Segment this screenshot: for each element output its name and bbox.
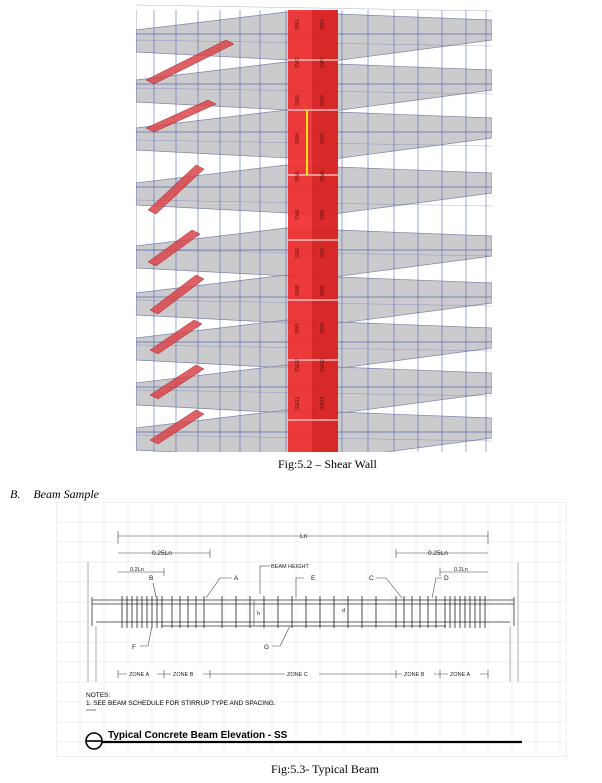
wall-label: SW1	[295, 19, 301, 30]
callout-a: A	[234, 575, 239, 582]
section-number: B.	[10, 487, 21, 501]
zone-a-right-label: ZONE A	[450, 672, 471, 678]
drawing-frame	[56, 502, 567, 757]
wall-label: SW7	[295, 247, 301, 258]
wall-label: SW6	[320, 209, 326, 220]
figure-5-2-caption: Fig:5.2 – Shear Wall	[278, 457, 377, 471]
zone-a-left-label: ZONE A	[129, 672, 150, 678]
right-fifth-label: 0.2Ln	[454, 567, 468, 573]
wall-label: SW1	[320, 19, 326, 30]
figure-5-3-caption: Fig:5.3- Typical Beam	[271, 762, 379, 776]
beam-height-label: BEAM HEIGHT	[271, 564, 309, 570]
wall-label: SW3	[295, 95, 301, 106]
note-1: 1. SEE BEAM SCHEDULE FOR STIRRUP TYPE AND SPACING.	[86, 700, 276, 707]
wall-label: SW8	[320, 285, 326, 296]
zone-b-left-label: ZONE B	[173, 672, 194, 678]
ln-label: Ln	[300, 533, 308, 540]
wall-label: SW9	[295, 323, 301, 334]
zone-b-right-label: ZONE B	[404, 672, 425, 678]
wall-label: SW8	[295, 285, 301, 296]
wall-label: SW11	[320, 396, 326, 410]
callout-f: F	[132, 644, 136, 651]
h-label: h	[257, 611, 261, 617]
wall-label: SW2	[295, 57, 301, 68]
left-quarter-label: 0.25Ln	[152, 550, 172, 557]
wall-label: SW2	[320, 57, 326, 68]
wall-label: SW10	[295, 358, 301, 372]
right-quarter-label: 0.25Ln	[428, 550, 448, 557]
wall-label: SW9	[320, 323, 326, 334]
wall-label: SW3	[320, 95, 326, 106]
section-heading	[10, 487, 99, 502]
drawing-title: Typical Concrete Beam Elevation - SS	[108, 730, 288, 741]
shear-wall-3d-figure	[136, 0, 492, 452]
notes-heading: NOTES:	[86, 692, 111, 699]
wall-label: SW4	[295, 133, 301, 144]
wall-label: SW10	[320, 358, 326, 372]
wall-label: SW11	[295, 396, 301, 410]
left-fifth-label: 0.2Ln	[130, 567, 144, 573]
wall-label: SW5	[320, 171, 326, 182]
callout-d: D	[444, 575, 449, 582]
callout-e: E	[311, 575, 316, 582]
callout-b: B	[149, 575, 154, 582]
wall-label: SW5	[295, 171, 301, 182]
shear-wall-core	[288, 10, 338, 452]
callout-g: G	[264, 644, 270, 651]
wall-label: SW7	[320, 247, 326, 258]
wall-label: SW4	[320, 133, 326, 144]
typical-beam-drawing	[56, 502, 567, 757]
section-title: Beam Sample	[33, 487, 99, 501]
zone-c-label: ZONE C	[287, 672, 308, 678]
d-label: d	[342, 608, 346, 614]
callout-c: C	[369, 575, 374, 582]
wall-label: SW6	[295, 209, 301, 220]
